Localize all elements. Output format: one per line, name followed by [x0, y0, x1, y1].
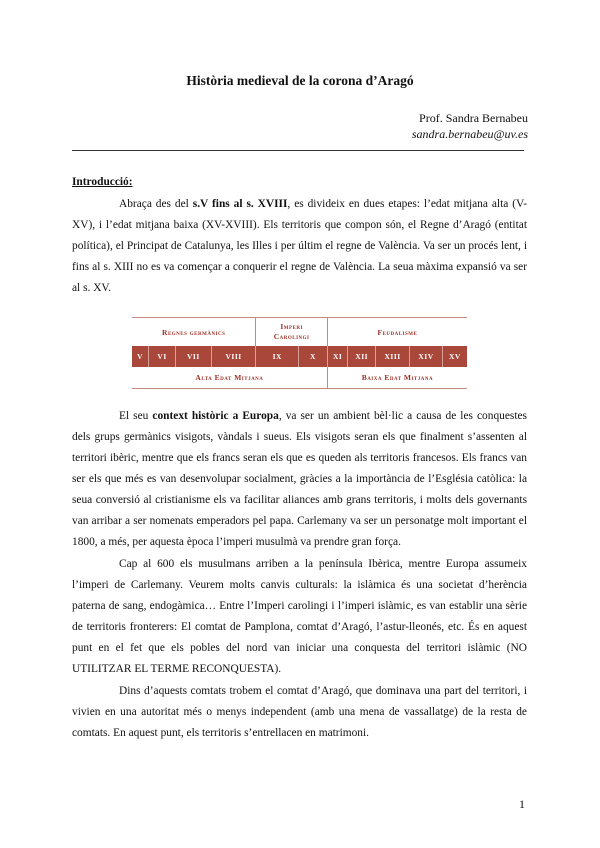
- intro-heading-line: [72, 172, 527, 193]
- document-title: Història medieval de la corona d’Aragó: [186, 73, 414, 88]
- paragraph-aragon: Dins d’aquests comtats trobem el comtat d’Aragó, que dominava una part del territori, i vivien en una autoritat més o menys independent (amb una mena de vassallatge) de la resta de comtats. En aquest punt, els territoris s’entrellacen en matrimoni.: [72, 685, 527, 739]
- century-cell: XIV: [410, 346, 442, 367]
- paragraph-muslims: Cap al 600 els musulmans arriben a la península Ibèrica, mentre Europa assumeix l’imperi de Carlemany. Veurem molts canvis culturals: la islàmica és una societat d’herència paterna de sang, endogàmica… Entre l’Imperi carolingi i l’imperi islàmic, es van establir una sèrie de territoris fronterers: El comtat de Pamplona, comtat d’Aragó, l’astur-lleonés, etc. És en aquest punt en el fet que els pobles del nord van iniciar una conquesta del territori islàmic (NO UTILITZAR EL TERME RECONQUESTA).: [72, 558, 527, 675]
- paragraph-context: El seu context històric a Europa, va ser un ambient bèl·lic a causa de les conquestes dels grups germànics visigots, vàndals i sueus. Els visigots seran els que finalment s’assenten al territori ibèric, mentre que els francs seran els que es queden als territoris francesos. Els francs van ser els que més es van desenvolupar socialment, gràcies a la importància de l’Església catòlica: la seua conversió al cristianisme els va facilitar aliances amb grans territoris, i molts dels governants van arribar a ser nomenats emperadors pel papa. Carlemany va ser un personatge molt important el 1800, a més, per aquesta època l’imperi musulmà va prendre gran força.: [72, 410, 527, 548]
- author-name: Prof. Sandra Bernabeu: [419, 111, 528, 125]
- timeline-table-wrap: [132, 317, 467, 389]
- timeline-header-row: [132, 318, 467, 347]
- century-cell: XII: [348, 346, 375, 367]
- century-cell: XI: [327, 346, 348, 367]
- century-cell: V: [132, 346, 149, 367]
- header-divider: [72, 150, 524, 151]
- timeline-head-mid: Imperi Carolingi: [256, 318, 327, 347]
- timeline-table: [132, 317, 467, 389]
- timeline-ages-row: [132, 367, 467, 389]
- paragraph-intro: Abraça des del s.V fins al s. XVIII, es divideix en dues etapes: l’edat mitjana alta (V-XV), i l’edat mitjana baixa (XV-XVIII). Els territoris que compon són, el Regne d’Aragó (entitat política), el Principat de Catalunya, les Illes i per últim el regne de València. Va ser un procés lent, i fins al s. XIII no es va començar a conquerir el regne de València. La seua màxima expansió va ser al s. XV.: [72, 198, 527, 294]
- timeline-head-right: Feudalisme: [327, 318, 467, 347]
- century-cell: XV: [442, 346, 467, 367]
- age-baixa: Baixa Edat Mitjana: [327, 367, 467, 389]
- author-email: sandra.bernabeu@uv.es: [411, 127, 528, 141]
- century-cell: IX: [256, 346, 299, 367]
- section-heading: Introducció:: [72, 176, 133, 188]
- page-number: 1: [519, 797, 525, 811]
- timeline-head-left: Regnes germànics: [132, 318, 256, 347]
- bold-context: context històric a Europa: [152, 410, 279, 422]
- century-cell: VIII: [211, 346, 256, 367]
- century-cell: XIII: [375, 346, 409, 367]
- timeline-centuries-row: [132, 346, 467, 367]
- bold-period: s.V fins al s. XVIII: [192, 198, 288, 210]
- age-alta: Alta Edat Mitjana: [132, 367, 327, 389]
- century-cell: VII: [176, 346, 212, 367]
- document-body: [72, 172, 527, 744]
- author-block: [412, 110, 528, 142]
- century-cell: X: [299, 346, 328, 367]
- century-cell: VI: [149, 346, 176, 367]
